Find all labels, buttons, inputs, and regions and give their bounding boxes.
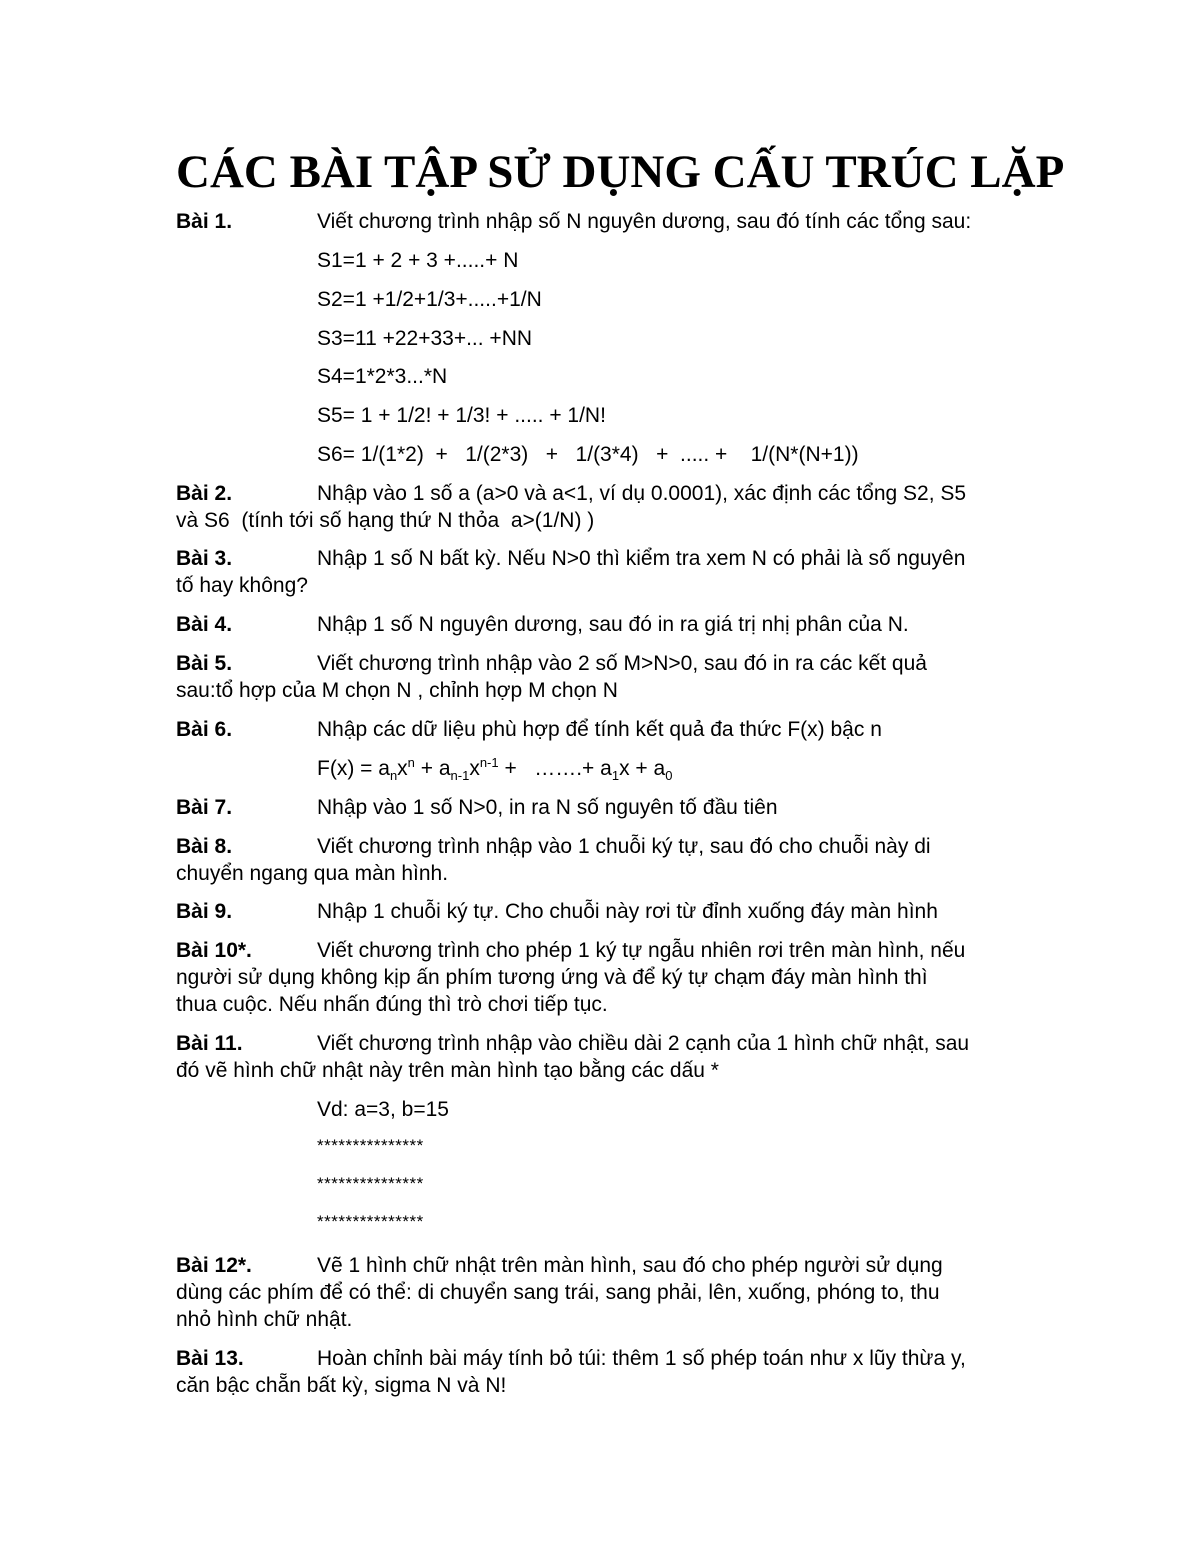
exercise-13-label: Bài 13.	[176, 1347, 244, 1370]
exercise-12-label: Bài 12*.	[176, 1254, 252, 1277]
poly-part: x + a	[619, 757, 666, 780]
exercise-12-line-3: nhỏ hình chữ nhật.	[176, 1308, 353, 1331]
poly-part: x	[397, 757, 408, 780]
exercise-3-line-2: tố hay không?	[176, 574, 308, 597]
exercise-12-line-1	[176, 1252, 1096, 1279]
exercise-5-label: Bài 5.	[176, 652, 233, 675]
exercise-5-line-1	[176, 650, 1096, 677]
poly-subscript: n	[389, 768, 398, 784]
poly-subscript: 0	[665, 768, 673, 784]
exercise-7-label: Bài 7.	[176, 796, 233, 819]
exercise-10-label: Bài 10*.	[176, 939, 252, 962]
poly-part: F(x) = a	[317, 757, 390, 780]
exercise-1-formula-s1: S1=1 + 2 + 3 +.....+ N	[317, 249, 519, 272]
exercise-3-label: Bài 3.	[176, 547, 233, 570]
exercise-3-text-1: Nhập 1 số N bất kỳ. Nếu N>0 thì kiểm tra xem N có phải là số nguyên	[317, 547, 966, 570]
exercise-11-example: Vd: a=3, b=15	[317, 1098, 449, 1121]
exercise-8-text-1: Viết chương trình nhập vào 1 chuỗi ký tự, sau đó cho chuỗi này di	[317, 835, 931, 858]
exercise-1-formula-s4: S4=1*2*3...*N	[317, 365, 448, 388]
exercise-9-text-1: Nhập 1 chuỗi ký tự. Cho chuỗi này rơi từ đỉnh xuống đáy màn hình	[317, 900, 938, 923]
exercise-1-line-1	[176, 208, 1096, 235]
exercise-8-label: Bài 8.	[176, 835, 233, 858]
exercise-2-line-1	[176, 480, 1096, 507]
exercise-12-text-1: Vẽ 1 hình chữ nhật trên màn hình, sau đó cho phép người sử dụng	[317, 1254, 943, 1277]
poly-part: + a	[414, 757, 451, 780]
exercise-2-label: Bài 2.	[176, 482, 233, 505]
exercise-5-text-1: Viết chương trình nhập vào 2 số M>N>0, sau đó in ra các kết quả	[317, 652, 927, 675]
exercise-10-line-1	[176, 937, 1096, 964]
exercise-8-line-1	[176, 833, 1096, 860]
exercise-11-stars-row-1: ***************	[317, 1136, 424, 1155]
exercise-1-formula-s2: S2=1 +1/2+1/3+.....+1/N	[317, 288, 542, 311]
exercise-11-text-1: Viết chương trình nhập vào chiều dài 2 cạnh của 1 hình chữ nhật, sau	[317, 1032, 970, 1055]
exercise-6-line-1	[176, 716, 1096, 743]
poly-subscript: n-1	[450, 768, 470, 784]
exercise-8-line-2: chuyển ngang qua màn hình.	[176, 862, 449, 885]
exercise-1-text: Viết chương trình nhập số N nguyên dương, sau đó tính các tổng sau:	[317, 210, 972, 233]
exercise-13-line-2: căn bậc chẵn bất kỳ, sigma N và N!	[176, 1374, 507, 1397]
exercise-13-text-1: Hoàn chỉnh bài máy tính bỏ túi: thêm 1 số phép toán như x lũy thừa y,	[317, 1347, 966, 1370]
exercise-11-stars-row-3: ***************	[317, 1212, 424, 1231]
exercise-11-stars-row-2: ***************	[317, 1174, 424, 1193]
poly-part: + …….+ a	[498, 757, 612, 780]
exercise-10-line-3: thua cuộc. Nếu nhấn đúng thì trò chơi tiếp tục.	[176, 993, 608, 1016]
exercise-2-line-2: và S6 (tính tới số hạng thứ N thỏa a>(1/N) )	[176, 509, 595, 532]
poly-exponent: n	[407, 755, 415, 770]
exercise-6-label: Bài 6.	[176, 718, 233, 741]
exercise-9-label: Bài 9.	[176, 900, 233, 923]
exercise-4-text-1: Nhập 1 số N nguyên dương, sau đó in ra giá trị nhị phân của N.	[317, 613, 909, 636]
exercise-5-line-2: sau:tổ hợp của M chọn N , chỉnh hợp M chọn N	[176, 679, 618, 702]
poly-exponent: n-1	[479, 755, 499, 770]
exercise-2-text-1: Nhập vào 1 số a (a>0 và a<1, ví dụ 0.0001), xác định các tổng S2, S5	[317, 482, 967, 505]
exercise-7-line-1	[176, 794, 1096, 821]
exercise-1-formula-s5: S5= 1 + 1/2! + 1/3! + ..... + 1/N!	[317, 404, 606, 427]
exercise-1-formula-s6: S6= 1/(1*2) + 1/(2*3) + 1/(3*4) + ..... + 1/(N*(N+1))	[317, 443, 859, 466]
exercise-10-line-2: người sử dụng không kịp ấn phím tương ứng và để ký tự chạm đáy màn hình thì	[176, 966, 928, 989]
exercise-3-line-1	[176, 545, 1096, 572]
exercise-9-line-1	[176, 898, 1096, 925]
exercise-1-formula-s3: S3=11 +22+33+... +NN	[317, 327, 533, 350]
exercise-6-text-1: Nhập các dữ liệu phù hợp để tính kết quả đa thức F(x) bậc n	[317, 718, 882, 741]
exercise-10-text-1: Viết chương trình cho phép 1 ký tự ngẫu nhiên rơi trên màn hình, nếu	[317, 939, 966, 962]
page-title: CÁC BÀI TẬP SỬ DỤNG CẤU TRÚC LẶP	[176, 146, 1065, 198]
exercise-11-label: Bài 11.	[176, 1032, 243, 1055]
exercise-7-text-1: Nhập vào 1 số N>0, in ra N số nguyên tố đầu tiên	[317, 796, 778, 819]
exercise-1-label: Bài 1.	[176, 210, 233, 233]
exercise-12-line-2: dùng các phím để có thể: di chuyển sang trái, sang phải, lên, xuống, phóng to, thu	[176, 1281, 940, 1304]
poly-subscript: 1	[611, 768, 620, 784]
exercise-6-polynomial	[317, 755, 1097, 782]
exercise-11-line-2: đó vẽ hình chữ nhật này trên màn hình tạo bằng các dấu *	[176, 1059, 719, 1082]
poly-part: x	[469, 757, 480, 780]
exercise-13-line-1	[176, 1345, 1096, 1372]
exercise-4-line-1	[176, 611, 1096, 638]
exercise-4-label: Bài 4.	[176, 613, 233, 636]
exercise-11-line-1	[176, 1030, 1096, 1057]
